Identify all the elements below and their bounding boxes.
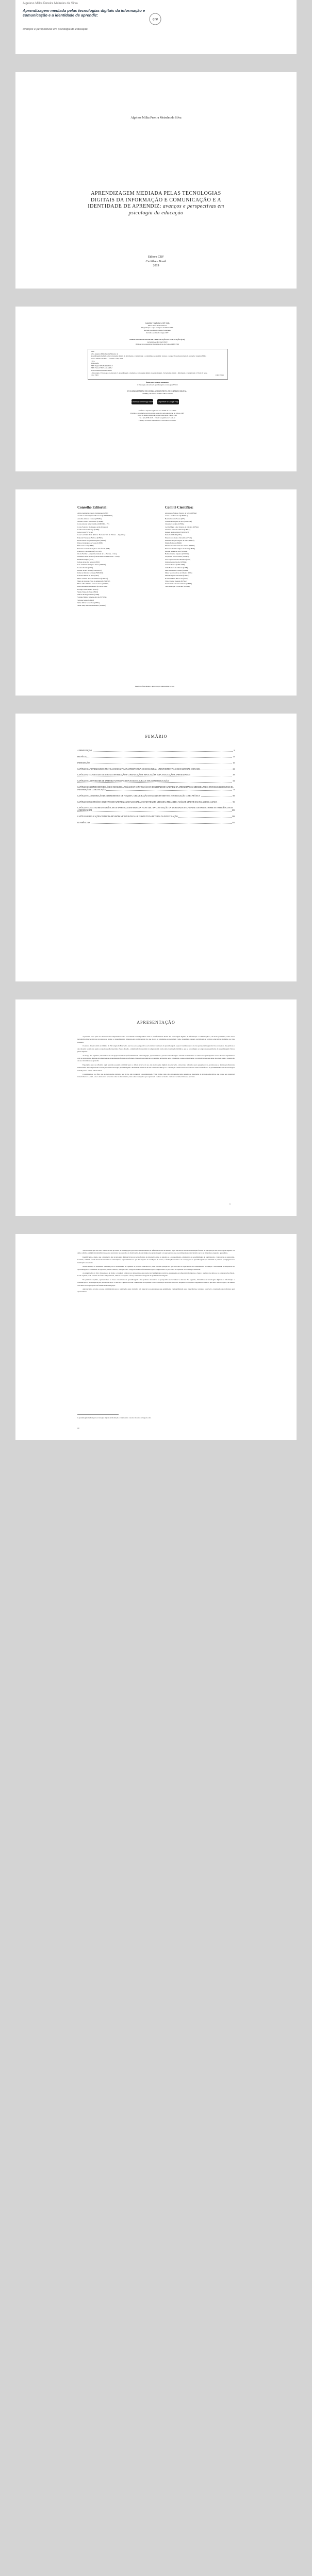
cip-header <box>83 338 232 346</box>
editorial-member: Guillermo Arias Beatón (Universidade de La Havana – Cuba) <box>77 555 120 558</box>
footnote-divider <box>77 1414 119 1415</box>
presentation-page <box>15 999 297 1216</box>
leader-dots <box>77 757 235 758</box>
editorial-member: Rodrigo Pratte-Santos (UFES) <box>77 588 98 590</box>
store-note: CONHEÇA E BAIXE NOSSO APLICATIVO! <box>141 392 173 395</box>
google-play-badge[interactable] <box>157 399 179 404</box>
summary-item[interactable] <box>77 816 235 818</box>
publication-year: 2019 <box>153 264 159 268</box>
cip-body-1: Silva, Algeless Milka Pereira Meireles da <box>91 352 118 355</box>
scientific-member: Suzana Inês Galiciano Silveira (UFRS) <box>165 583 192 585</box>
scientific-committee-title: Comitê Científico: <box>165 505 194 510</box>
text-page <box>15 1234 297 1440</box>
page-number: 9 <box>229 1203 231 1205</box>
summary-title: SUMÁRIO <box>144 734 168 739</box>
summary-item[interactable] <box>77 807 235 812</box>
cip-body-3: Pereira Meireles da Silva – Curitiba : CRV, 2019. <box>91 357 123 360</box>
paragraph: A presente obra parte do interesse em compreender como a sociedade contemporânea vem se transformando diante das tecnologias digitais da informação e comunicação e, de modo particular, como essas tecnologias interferem nos processos de ensino e aprendizagem. Interessa-nos compreender de que modo os estudantes se percebem como aprendizes quando participam de práticas educativas mediadas por tais recursos. <box>77 1036 235 1043</box>
index-line: 1. Psicologia educacional: aprendizagem e tecnologias 370.15 <box>137 383 178 386</box>
editorial-member: Leonel Severo Rocha (UNISINOS) <box>77 569 102 571</box>
cip-body-6: ISBN Digital 978-85-444-3247-5 <box>91 364 113 367</box>
editorial-member: Carmen Tereza Velanga (UNIR) <box>77 528 100 531</box>
scientific-member: Beatriz Rosa de Souza (UFS) <box>165 517 185 520</box>
cip-cdu: CDU 159.9 <box>91 374 98 377</box>
cip-body-8: DOI 10.24824/978854443248.2 <box>91 369 112 372</box>
editorial-member: Celso Conti (UFSCar) <box>77 531 93 534</box>
cip-body-7: ISBN Físico 978-85-444-3248-2 <box>91 367 112 369</box>
title-page-author: Algeless Milka Pereira Meireles da Silva <box>130 116 182 120</box>
summary-item[interactable] <box>77 795 235 798</box>
catalog-line-2: Diagramação e Capa: Designers da Editora CRV <box>141 327 174 329</box>
councils-page <box>15 489 297 696</box>
summary-item-page: 21 <box>233 768 235 770</box>
summary-item[interactable] <box>77 780 235 783</box>
summary-item[interactable] <box>77 822 235 824</box>
editorial-member: Sydione Santos (UEPG) <box>77 599 94 601</box>
summary-item-page: 73 <box>233 788 235 791</box>
summary-item[interactable] <box>77 768 235 771</box>
footer-line-4: Tel.: (41) 3039-6418 – E-mail: sac@editoracrv.com.br <box>139 416 175 419</box>
summary-item-label: CAPÍTULO 4 CAMINHO METODOLÓGICO EM RUMO À ANÁLISE DA CONSTRUÇÃO DA IDENTIDADE DE APRENDIZ NA APRENDIZAGEM MEDIADA PELAS TECNOLOGIAS DIGITAIS DA INFORMAÇÃO E COMUNICAÇÃO <box>77 786 234 791</box>
paragraph: O estudo, desenvolvido no âmbito da Psicologia da Educação, ancora-se na perspectiva sociocultural e situada da aprendizagem, a qual considera que o ato de aprender é inseparável dos contextos, das práticas e das relações sociais nas quais os sujeitos estão inseridos. Nessa direção, a identidade de aprendiz é compreendida como uma construção dinâmica, que se reconfigura ao longo das experiências de aprendizagem vividas pelos sujeitos. <box>77 1045 235 1053</box>
summary-item-label: CAPÍTULO 7 AS CATEGORIAS ANALÍTICAS DE APRENDIZAGEM MEDIADA PELAS TDIC NA CONSTRUÇÃO DA IDENTIDADE DE APRENDIZ: UM ESTUDO SOBRE AS EXPERIÊNCIAS DE APRENDIZAGEM <box>77 807 233 812</box>
summary-item[interactable] <box>77 756 235 758</box>
summary-item-page: 15 <box>233 761 235 764</box>
cip-body-4: 170 p. <box>91 360 95 362</box>
editorial-member: Helmuth Krüger (UCP) <box>77 558 94 561</box>
cip-librarian-text: Bibliotecária responsável: Luzenira Alves dos Santos CRB9/1506 <box>136 343 179 346</box>
summary-item-label: PREFÁCIO <box>77 755 87 758</box>
editorial-member: Josania Portela (UFPI) <box>77 566 93 569</box>
google-play-label: Disponível no Google Play <box>158 401 178 403</box>
app-store-label: Download on the App Store <box>132 401 153 403</box>
summary-item-page: 53 <box>233 780 235 783</box>
scientific-member: Luciana Pessoa (UNICAMP) <box>165 564 185 566</box>
editorial-member: Eduardo Fernandes Barbosa (UFMG) <box>77 536 103 539</box>
cip-header-text: DADOS INTERNACIONAIS DE CATALOGAÇÃO NA PUBLICAÇÃO (CIP) <box>129 338 185 341</box>
cover-author: Algeless Milka Pereira Meireles da Silva <box>23 2 78 5</box>
summary-item[interactable] <box>77 786 235 791</box>
paragraph: Agradecemos a todos os que contribuíram para a realização deste trabalho, em especial aos estudantes que gentilmente compartilharam suas experiências, tornando possível a construção das reflexões aqui apresentadas. <box>77 1288 235 1293</box>
catalog-page <box>15 307 297 471</box>
editorial-member: Maria Cristina dos Santos Bezerra (UFSCar) <box>77 577 108 580</box>
editorial-member: Elione Maria Nogueira Diogenes (UFAL) <box>77 539 106 541</box>
catalog-line-1: Editor-chefe: Railson Moura <box>147 324 167 327</box>
paragraph: Identificamos, ainda, que a mediação das tecnologias digitais favorece novas formas de interação entre os sujeitos e o conhecimento, ampliando as possibilidades de participação, colaboração e autonomia. Contudo, também foram observadas tensões e contradições, especialmente no que diz respeito às condições de acesso, à formação docente e às concepções de aprendizagem que orientam as práticas pedagógicas nas instituições de ensino. <box>77 1256 235 1264</box>
editorial-member: Tania Suely Azevedo Brasileiro (UFOPA) <box>77 604 106 607</box>
summary-item-page: 89 <box>233 794 235 797</box>
cover-subtitle: avanços e perspectivas em psicologia da educação <box>23 28 88 31</box>
scientific-member: Márcia Elizabete Gomes (UFMA) <box>165 569 189 571</box>
title-page-main-title: APRENDIZAGEM MEDIADA PELAS TECNOLOGIAS DIGITAIS DA INFORMAÇÃO E COMUNICAÇÃO E A IDENTIDADE DE APRENDIZ: <box>88 191 222 209</box>
paragraph: Esperamos que as reflexões aqui reunidas possam contribuir para o debate acerca do uso das tecnologias digitais na educação, oferecendo subsídios para pesquisadores, professores e demais profissionais interessados em compreender as relações entre tecnologia, aprendizagem e identidade. Trata-se de um convite ao diálogo e à construção coletiva de novos olhares sobre os desafios e as possibilidades que as tecnologias trazem para o campo educacional. <box>77 1063 235 1072</box>
editorial-member: Cesar Gerônimo Tello (Univer. Nacional Três de Febrero – Argentina) <box>77 534 125 536</box>
footer-line-5: Conheça os nossos lançamentos: www.editoracrv.com.br <box>138 419 176 421</box>
catalog-top <box>83 322 232 334</box>
scientific-member: Cleonice Carvalho (UFMG) <box>165 523 185 526</box>
cip-sub-text: CATALOGAÇÃO NA FONTE <box>147 341 168 343</box>
editorial-member: Fernando Antônio Gonçalves Alcoforado (IPB) <box>77 547 110 550</box>
scientific-member: Cristiane Vieira de Oliveira (UFMA) <box>165 528 190 531</box>
summary-item-label: CAPÍTULO 1 APRENDIZAGEM E PRÁTICAS EDUCATIVAS NA PERSPECTIVA SOCIOCULTURAL: UMA PERSPECTIVA SOCIOCULTURAL E SITUADA <box>77 768 201 770</box>
editorial-member: Élsio José Corá (UFFS) <box>77 545 94 547</box>
cip-body <box>91 350 224 377</box>
editorial-member: Gloria Fariñas León (Universidade de La Havana – Cuba) <box>77 553 117 555</box>
scientific-member: Rosanna Maria Barros Sá (UFPE) <box>165 577 188 580</box>
editorial-member: Maria de Lourdes Pinto de Almeida (UNOESC) <box>77 580 110 582</box>
summary-item-label: CAPÍTULO 8 IMPLICAÇÕES TEÓRICAS: REVISÕES METODOLÓGICAS E PERSPECTIVAS FUTURAS DA INVESTIGAÇÃO <box>77 816 178 818</box>
editorial-council-list <box>77 512 150 607</box>
editorial-member: Carlos Alberto Vilar Estêvão (UMINHO – PT) <box>77 523 109 526</box>
paragraph: Vale ressaltar que esta obra resulta de um processo de investigação que envolveu estudantes de diferentes níveis de ensino, cujas narrativas revelaram múltiplas formas de apropriação das tecnologias digitais. Os dados obtidos permitiram identificar aspectos relevantes relacionados às motivações, às estratégias de aprendizagem e às percepções que os participantes construíram acerca de si mesmos enquanto aprendizes. <box>77 1249 235 1255</box>
summary-item-page: 13 <box>233 755 235 758</box>
scientific-member: Fabiana Maria Correia dos Santos (UFMA) <box>165 545 195 547</box>
summary-list <box>77 750 235 828</box>
paragraph: Nesse sentido, os resultados apontam para a necessidade de repensar as práticas educativas a partir de uma perspectiva que valorize as experiências dos estudantes e reconheça a diversidade de trajetórias de aprendizagem. A identidade de aprendiz, nesse contexto, emerge como categoria analítica fundamental para compreender os processos de aprender na contemporaneidade. <box>77 1265 235 1270</box>
summary-page <box>15 714 297 981</box>
summary-item-label: CAPÍTULO 3 A IDENTIDADE DE APRENDIZ NA PERSPECTIVA SOCIOCULTURAL E SITUADA DA EDUCAÇÃO <box>77 780 169 783</box>
scientific-member: Michele Aparecida Nunes (UFMA) <box>165 574 189 577</box>
scientific-member: Alessandra Fabiana Ferreira da Silva (UFMA) <box>165 512 197 515</box>
summary-item-page: 155 <box>232 821 235 824</box>
copyright-line: Copyright © da Editora CRV Ltda. <box>144 322 170 324</box>
scientific-member: Hellen Cristina Siqueira (UNIRIO) <box>165 553 189 555</box>
title-page-subtitle: avanços e perspectivas em psicologia da educação <box>128 204 224 216</box>
catalog-line-3: Revisão: Analista de Língua Portuguesa <box>144 329 171 331</box>
presentation-body <box>77 1036 235 1080</box>
page-number: 10 <box>77 1427 79 1429</box>
scientific-member: Girlane Nunes da Silva (UFMA) <box>165 550 188 552</box>
editorial-member: Jailson Alves dos Santos (UFRJ) <box>77 561 100 563</box>
scientific-member: Lidia Nolasco de Oliveira (UNB) <box>165 566 188 569</box>
scientific-member: Deise Kalil Kalid (UFG) <box>165 534 182 536</box>
leader-dots <box>77 751 235 752</box>
summary-item-label: REFERÊNCIAS <box>77 821 90 824</box>
cip-body-5: Bibliografia <box>91 362 99 365</box>
scientific-member: Emilia Hodino (UFRRJ) <box>165 542 182 545</box>
catalog-index <box>83 381 232 386</box>
summary-item-page: 9 <box>234 750 235 752</box>
scientific-member: Tulio Henrique Cavalcanti (UFMA) <box>165 585 190 588</box>
editorial-member: Simone Rodrigues Pinto (UNB) <box>77 594 100 596</box>
scientific-member: Eduardo dos Santos Sebastião (UFMG) <box>165 536 192 539</box>
title-page-imprint <box>15 255 297 268</box>
summary-item-page: 95 <box>233 801 235 803</box>
editorial-council <box>77 505 150 607</box>
scientific-committee-list <box>165 512 237 588</box>
editorial-member: Tadeu Oliver Gonçalves (UFPA) <box>77 601 100 604</box>
editorial-member: Carlos Federico Dominguez Avila (Unieuro) <box>77 526 108 528</box>
publisher-city: Curitiba – Brasil <box>145 260 167 263</box>
editorial-member: Sérgio Nunes de Jesus (IFRO) <box>77 590 98 593</box>
editorial-council-title: Conselho Editorial: <box>77 505 108 510</box>
scientific-member: Francisco José Rodrigues de Sousa (UECE) <box>165 547 195 550</box>
scientific-member: Daniela Anelise Dihl (UNISINOS) <box>165 531 189 534</box>
title-page-title <box>83 191 229 216</box>
cip-body-9: 1. Psicologia 2. Psicologia da educação 3. Aprendizagem - mediação e tecnologias digitais 4. Aprendizagem - Tecnologias digitais - Informação e comunicação I. Título II. Série. <box>91 371 208 374</box>
cip-body-2: Aprendizagem mediada pelas tecnologias digitais da informação e comunicação e a identidade de aprendiz: avanços e perspectivas em psicologia da educação / Algeless Milka <box>91 355 206 358</box>
scientific-committee <box>165 505 237 588</box>
scientific-member: Cecilia Maria Lima Teixeira de Oliveira (UFMG) <box>165 526 199 528</box>
editorial-member: Paulo Romualdo Hernandes (UNIFAL-MG) <box>77 585 108 588</box>
editorial-member: Antônio Pereira Gaio Júnior (UFRRJ) <box>77 520 104 522</box>
editorial-member: Francisco Carlos Duarte (PUC-PR) <box>77 550 102 552</box>
summary-item-label: APRESENTAÇÃO <box>77 750 92 752</box>
editorial-member: Maria Lília Imbiriba Sousa Colares (UFOPA) <box>77 583 109 585</box>
publisher-logo-icon <box>149 12 162 26</box>
digital-note: ESTA OBRA TAMBÉM ENCONTRA-SE DISPONÍVEL EM FORMATO DIGITAL. <box>127 390 187 392</box>
editorial-member: Solange Helena Ximenes-Rocha (UFOPA) <box>77 596 107 599</box>
scientific-member: Maria Socorro Alves de Oliveira (UFC) <box>165 572 192 574</box>
leader-dots <box>77 811 235 812</box>
editorial-member: Andréia da Silva Quintanilha Sousa (UNIR/UFRN) <box>77 515 113 517</box>
cover-title: Aprendizagem mediada pelas tecnologias digitais da informação e comunicação e a identidade de aprendiz: <box>23 8 145 18</box>
summary-item[interactable] <box>77 750 235 752</box>
summary-item-label: INTRODUÇÃO <box>77 761 90 764</box>
scientific-member: Juliana Gomes Rocha (UFMA) <box>165 561 187 563</box>
catalog-line-4: Revisão: Analista de Língua CRV <box>146 331 169 334</box>
council-footnote: Este livro foi avaliado e aprovado por pareceristas ad hoc. <box>135 685 175 687</box>
summary-item[interactable] <box>77 762 235 765</box>
paragraph: Consideramos, por fim, que as tecnologias digitais, por si sós, não garantem a aprendizagem. É na forma como são apropriadas pelos sujeitos e integradas às práticas educativas que reside seu potencial transformador. Assim, o foco desta obra recai não sobre as ferramentas, mas sobre os sujeitos que aprendem e sobre os modos como se reconhecem nesse processo. <box>77 1073 235 1078</box>
editorial-member: Lourdes Helena da Silva (UFV) <box>77 574 100 577</box>
scientific-member: Jacqueline Silva Fonseca (UFMG) <box>165 555 189 558</box>
svg-text:crv: crv <box>152 18 158 22</box>
editorial-member: Anselmo Alencar Colares (UFOPA) <box>77 517 102 520</box>
scientific-member: Silvia Regina Rezende (UFMA) <box>165 580 187 582</box>
footer-line-1: Foi feito o depósito legal conf. Lei 10.994 de 14/12/2004 <box>138 410 176 412</box>
index-header: Índice para catálogo sistemático <box>146 381 169 383</box>
editorial-member: Elizeu Clementino de Souza (UNEB) <box>77 542 103 545</box>
paragraph: A organização do livro foi pensada de modo a conduzir o leitor por um percurso que parte dos fundamentos teóricos, passa pelas escolhas metodológicas e chega à análise dos dados e às considerações finais. Cada capítulo pode ser lido de forma independente, embora o conjunto ofereça uma visão integrada do problema investigado. <box>77 1272 235 1277</box>
scientific-member: Elizabeth Regina Negrão de Melo (UFBA) <box>165 539 194 541</box>
title-page <box>15 72 297 289</box>
editorial-member: Aldira Guimarães Duarte Domínguez (UNB) <box>77 512 108 515</box>
summary-item-label: CAPÍTULO 2 TECNOLOGIAS DIGITAIS DA INFORMAÇÃO E COMUNICAÇÃO E IMPLICAÇÕES PARA A EDUCAÇÃO E APRENDIZAGEM <box>77 774 190 776</box>
digital-notice <box>83 390 232 395</box>
footer-line-2: Proibida a reprodução parcial ou total desta obra sem autorização da Editora CRV <box>130 412 185 414</box>
publisher-name: Editora CRV <box>147 256 165 259</box>
paragraph: Ao longo dos capítulos, discutimos as concepções teóricas que fundamentam a investigação, apresentamos o percurso metodológico adotado e analisamos os relatos dos participantes acerca de suas experiências com as tecnologias digitais em situações de aprendizagem formais e informais. Buscamos evidenciar os sentidos atribuídos pelos estudantes a essas experiências e as implicações que delas decorrem para a construção de sua identidade de aprendiz. <box>77 1054 235 1062</box>
presentation-title: APRESENTAÇÃO <box>137 1020 175 1025</box>
scientific-member: André Luis Schadeck (UNITAU) <box>165 515 188 517</box>
editorial-member: João Adalberto Campato Junior (UNESP) <box>77 564 106 566</box>
cip-body-0: S586 <box>91 350 94 352</box>
scientific-member: José Augusto Pereira Meireles (UFS) <box>165 558 191 561</box>
cip-cdd: CDD 370.15 <box>215 374 224 377</box>
summary-item-page: 139 <box>232 816 235 818</box>
app-store-badge[interactable] <box>132 399 153 404</box>
leader-dots <box>77 823 235 824</box>
summary-item-label: CAPÍTULO 6 PERCEPÇÕES E OBJETIVOS DE APRENDIZAGEM ASSOCIADAS AO ATIVIDADES MEDIADAS PELAS TDIC: ANÁLISE A PARTIR DAS FALAS DOS ALUNOS <box>77 801 217 803</box>
cover-page <box>15 0 297 54</box>
scientific-member: Clarissa Rodrigues da Silva (UNIFOR) <box>165 520 192 522</box>
summary-item-page: 109 <box>232 809 235 812</box>
footnote: 1 Aprendizagem mediada pelas tecnologias digitais da informação e comunicação: conceito discutido ao longo da obra. <box>77 1417 152 1419</box>
footer-line-3: Todos os direitos desta edição reservados pela: Editora CRV <box>137 414 177 417</box>
editorial-member: Lídia de Oliveira Xavier (UNIEURO) <box>77 572 104 574</box>
summary-item-page: 39 <box>233 774 235 776</box>
summary-item-label: CAPÍTULO 5 A CONSTRUÇÃO DE INSTRUMENTOS DE PESQUISA: A ELABORAÇÃO DA GUIA DE ENTREVISTA E SUA RELAÇÃO COM A PRÁTICA <box>77 794 200 797</box>
catalog-footer <box>83 410 232 421</box>
summary-item[interactable] <box>77 801 235 804</box>
summary-item[interactable] <box>77 774 235 776</box>
text-page-body <box>77 1249 235 1295</box>
paragraph: No primeiro capítulo, apresentamos as bases conceituais da aprendizagem e das práticas educativas na perspectiva sociocultural e situada. No segundo, discutimos as tecnologias digitais da informação e comunicação e suas implicações para a educação. O terceiro capítulo aborda a identidade de aprendiz como construção teórica e empírica, enquanto os capítulos seguintes tratam do percurso metodológico, da análise dos dados e das perspectivas futuras da investigação. <box>77 1278 235 1286</box>
